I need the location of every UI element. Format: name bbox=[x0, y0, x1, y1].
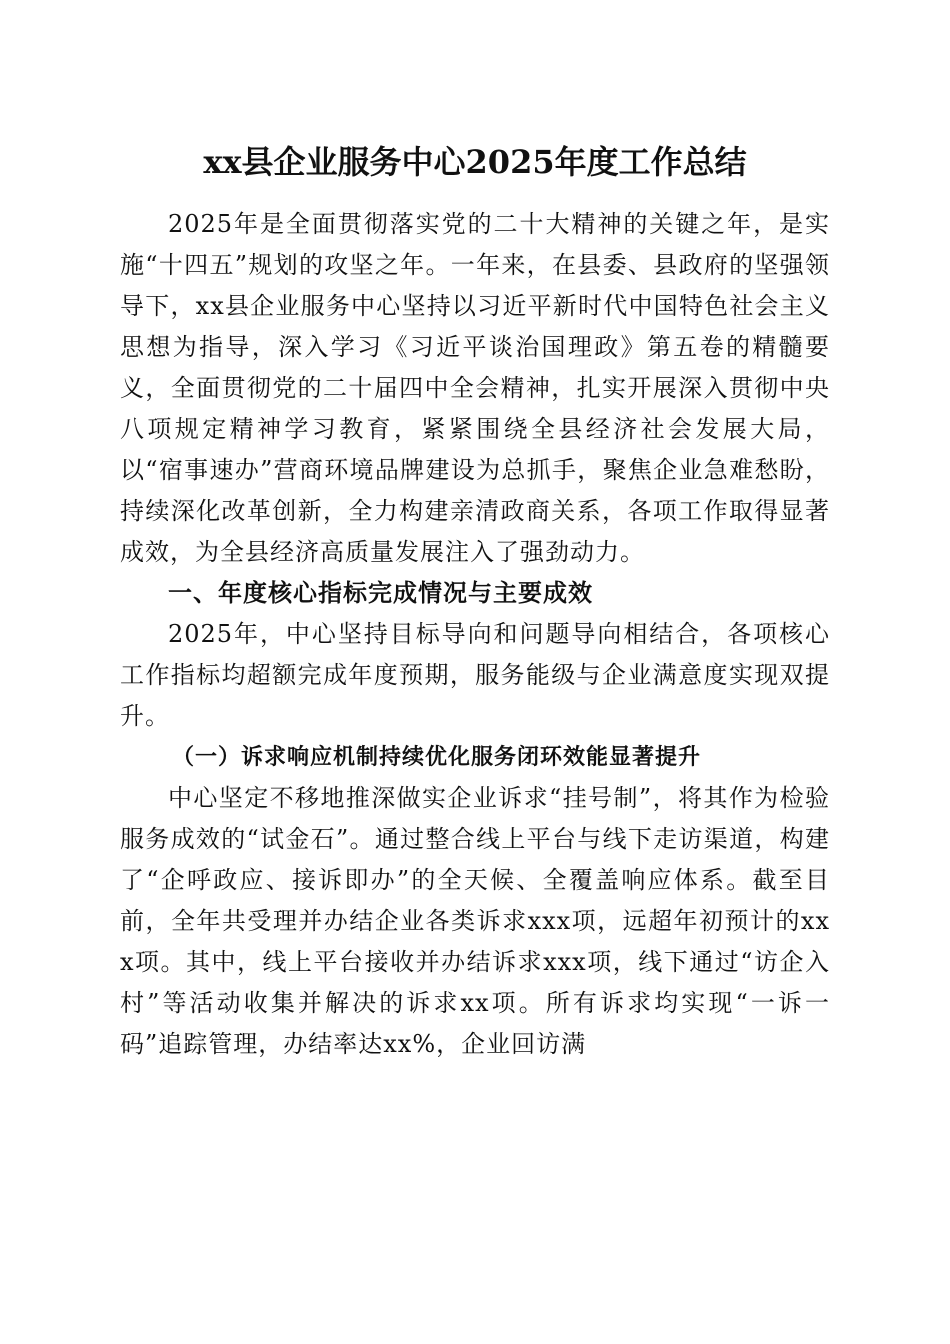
subsection-heading: （一）诉求响应机制持续优化服务闭环效能显著提升 bbox=[172, 744, 702, 770]
document-title: xx县企业服务中心2025年度工作总结 bbox=[203, 143, 747, 181]
section-heading: 一、年度核心指标完成情况与主要成效 bbox=[168, 579, 593, 607]
document-body bbox=[120, 204, 830, 1065]
intro-paragraph: 2025年是全面贯彻落实党的二十大精神的关键之年，是实施“十四五”规划的攻坚之年。一年来，在县委、县政府的坚强领导下，xx县企业服务中心坚持以习近平新时代中国特色社会主义思想为指导，深入学习《习近平谈治国理政》第五卷的精髓要义，全面贯彻党的二十届四中全会精神，扎实开展深入贯彻中央八项规定精神学习教育，紧紧围绕全县经济社会发展大局，以“宿事速办”营商环境品牌建设为总抓手，聚焦企业急难愁盼，持续深化改革创新，全力构建亲清政商关系，各项工作取得显著成效，为全县经济高质量发展注入了强劲动力。 bbox=[120, 210, 830, 566]
subsection-paragraph: 中心坚定不移地推深做实企业诉求“挂号制”，将其作为检验服务成效的“试金石”。通过整合线上平台与线下走访渠道，构建了“企呼政应、接诉即办”的全天候、全覆盖响应体系。截至目前，全年共受理并办结企业各类诉求xxx项，远超年初预计的xxx项。其中，线上平台接收并办结诉求xxx项，线下通过“访企入村”等活动收集并解决的诉求xx项。所有诉求均实现“一诉一码”追踪管理，办结率达xx%，企业回访满 bbox=[120, 784, 830, 1058]
section-intro-paragraph: 2025年，中心坚持目标导向和问题导向相结合，各项核心工作指标均超额完成年度预期，服务能级与企业满意度实现双提升。 bbox=[120, 620, 830, 730]
